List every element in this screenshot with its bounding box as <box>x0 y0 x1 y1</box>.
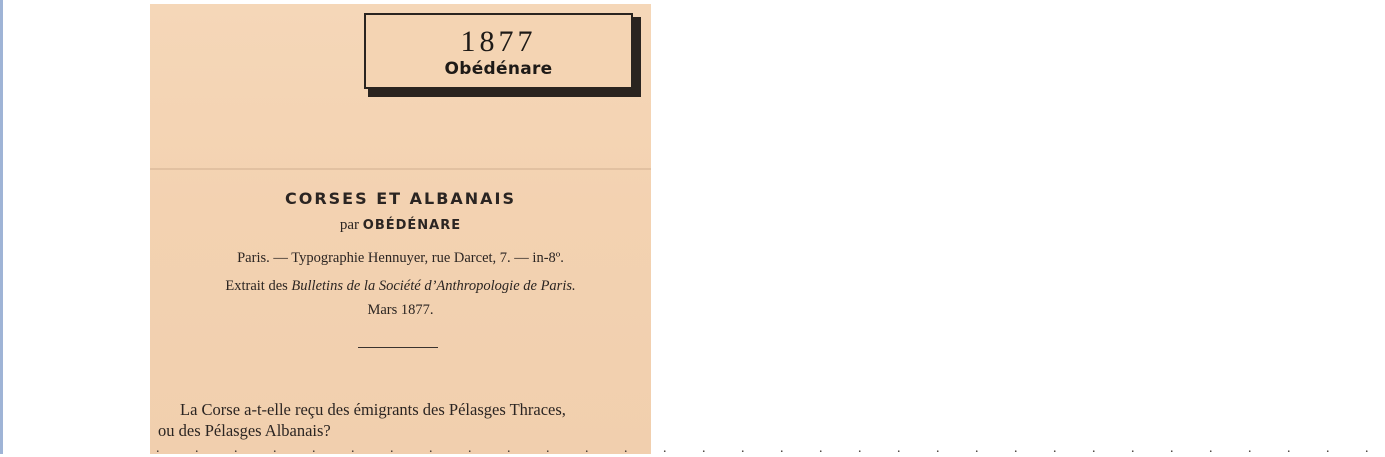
publisher-line: Paris. — Typographie Hennuyer, rue Darcet, 7. — in-8º. <box>237 250 564 266</box>
extrait-prefix: Extrait des <box>225 278 288 294</box>
article-author <box>150 217 651 234</box>
extrait-line <box>150 278 651 295</box>
author-prefix: par <box>339 217 360 233</box>
stamp-year: 1877 <box>460 25 537 58</box>
page-fold-line <box>150 168 651 170</box>
scanned-document-page <box>150 4 1385 456</box>
extrait-bulletins: Bulletins <box>291 278 343 294</box>
dotted-leader: . . . . . . . . . . . . . . . . . . . . . . . . . . . . . . . . <box>156 441 1385 456</box>
publication-date: Mars 1877. <box>367 302 434 318</box>
section-divider <box>358 347 438 348</box>
question-line-1: La Corse a-t-elle reçu des émigrants des Pélasges Thraces, <box>180 400 566 419</box>
question-line-2: ou des Pélasges Albanais? <box>158 421 331 440</box>
stamp-author: Obédénare <box>444 59 553 79</box>
year-author-stamp <box>364 13 633 89</box>
extrait-societe: Société d’Anthropologie de Paris. <box>378 278 576 294</box>
extrait-de-la: de la <box>346 278 376 294</box>
article-title: CORSES ET ALBANAIS <box>284 189 517 208</box>
author-name: OBÉDÉNARE <box>362 218 462 233</box>
window-left-edge <box>0 0 3 454</box>
